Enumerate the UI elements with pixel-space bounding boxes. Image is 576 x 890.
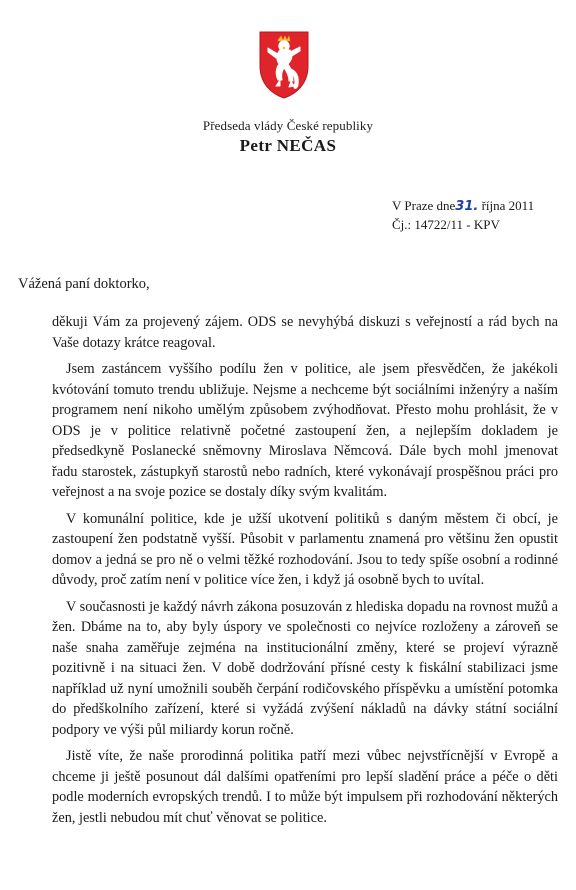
signatory-name: Petr NEČAS: [239, 136, 337, 155]
czech-lion-coat-of-arms-icon: [256, 28, 312, 100]
reference-number: Čj.: 14722/11 - KPV: [392, 217, 500, 232]
letter-body: [52, 312, 558, 834]
date-prefix: V Praze dne: [392, 198, 456, 213]
salutation: Vážená paní doktorko,: [18, 276, 150, 292]
letter-meta: [392, 197, 534, 234]
date-suffix: října 2011: [481, 198, 535, 213]
paragraph: Jistě víte, že naše prorodinná politika patří mezi vůbec nejvstřícnější v Evropě a chceme ji ještě posunout dál dalšími opatřeními pro lepší sladění práce a péče o děti podle moderních evropských trendů. I to může být impulsem při rozhodování některých žen, jestli nebudou mít chuť věnovat se politice.: [52, 748, 558, 826]
paragraph: Jsem zastáncem vyššího podílu žen v politice, ale jsem přesvědčen, že jakékoli kvótování tomuto trendu ubližuje. Nejsme a nechceme být sociálními inženýry a naším programem není nikoho umělým způsobem zvýhodňovat. Přesto mohu prohlásit, že v ODS je v politice relativně početné zastoupení žen, a nejlepším dokladem je předsedkyně Poslanecké sněmovny Miroslava Němcová. Dále bych mohl jmenovat řadu starostek, zástupkyň starostů nebo radních, které vykonávají prospěšnou práci pro veřejnost a na svoje pozice se dostaly díky svým kvalitám.: [52, 361, 558, 500]
handwritten-date-day: 31.: [455, 199, 479, 214]
paragraph: děkuji Vám za projevený zájem. ODS se nevyhýbá diskuzi s veřejností a rád bych na Vaše dotazy krátce reagoval.: [52, 314, 558, 351]
date-line: [392, 197, 534, 216]
paragraph: V komunální politice, kde je užší ukotvení politiků s daným městem či obcí, je zastoupení žen podstatně vyšší. Působit v parlamentu znamená pro většinu žen opustit domov a jedná se pro ně o velmi těžké rozhodování. Jsou to tedy spíše osobní a rodinné důvody, proč zatím není v politice více žen, i když já osobně bych to uvítal.: [52, 510, 558, 588]
paragraph: V současnosti je každý návrh zákona posuzován z hlediska dopadu na rovnost mužů a žen. Dbáme na to, aby byly úspory ve společnosti co nejvíce rozloženy a zároveň se naše snaha zaměřuje zejména na institucionální změny, které se projeví výrazně pozitivně i na situaci žen. V době dodržování přísné cesty k fiskální stabilizaci jsme například už nyní umožnili souběh čerpání rodičovského příspěvku a umístění potomka do předškolního zařízení, které si vyžádá zvýšení nákladů na dávky státní sociální podpory ve výši půl miliardy korun ročně.: [52, 598, 558, 738]
office-title: Předseda vlády České republiky: [202, 118, 374, 133]
